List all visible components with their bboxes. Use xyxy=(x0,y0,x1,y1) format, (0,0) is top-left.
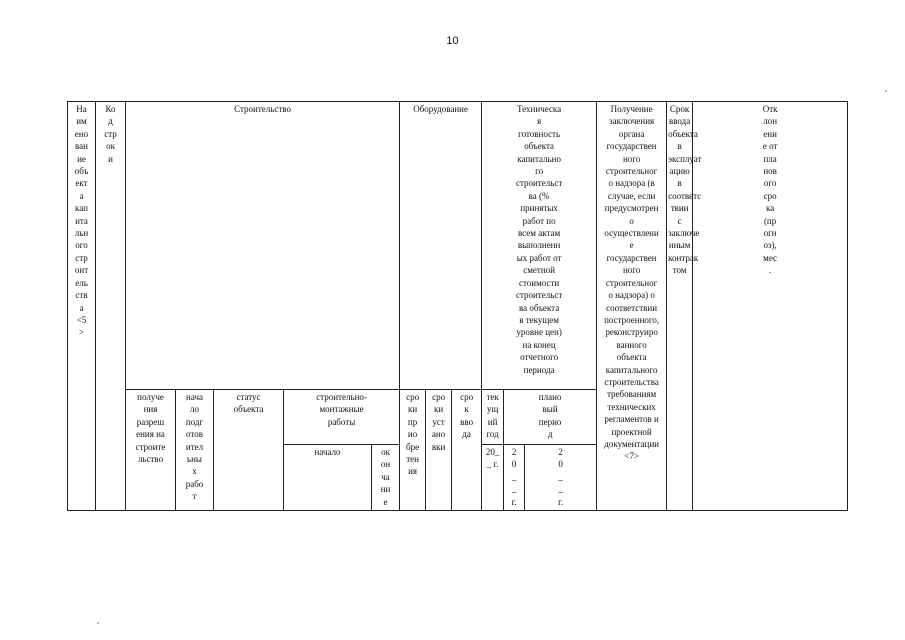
subcol-start: начало xyxy=(284,445,372,511)
subcol-permit: получе ния разреш ения на строите льство xyxy=(126,390,176,511)
subcol-mounting-terms: сро ки уст ано вки xyxy=(426,390,452,511)
col-supervision-conclusion: Получение заключения органа государствен ного строительног о надзора (в случае, если предусмотрен о осуществлени е государствен ного строительног о надзора) о соответствии построенного, реконструиро ванного объекта капитального строительства требованиям технических регламентов и проектной документации <7> xyxy=(597,102,667,511)
col-row-code: Ко д стр ок и xyxy=(96,102,126,511)
col-commissioning-term: Срок ввода объекта в эксплуат ацию в соответс твии с заключе нным контрак том xyxy=(667,102,693,511)
subcol-object-status: статус объекта xyxy=(214,390,284,511)
construction-report-table xyxy=(67,101,848,511)
subcol-planned-period: плано вый перио д xyxy=(504,390,597,445)
subcol-installation-works: строительно- монтажные работы xyxy=(284,390,400,445)
planned-year-1: 2 0 _ _ г. xyxy=(504,445,525,511)
planned-year-2: 2 0 _ _ г. xyxy=(525,445,597,511)
subcol-input-term: сро к вво да xyxy=(452,390,482,511)
page-number: 10 xyxy=(446,35,459,47)
subcol-acquisition-terms: сро ки пр ио бре тен ия xyxy=(400,390,426,511)
col-equipment: Оборудование xyxy=(400,102,482,390)
subcol-end: ок он ча ни е xyxy=(372,445,400,511)
subcol-preparatory-start: нача ло подг отов ител ьны х рабо т xyxy=(176,390,214,511)
scan-speck xyxy=(97,622,99,624)
scan-speck xyxy=(885,90,887,92)
col-object-name: На им ено ван ие объ ект а кап ита льн ого стр оит ель ств а <5 > xyxy=(68,102,96,511)
subcol-current-year: тек ущ ий год xyxy=(482,390,504,445)
col-technical-readiness: Техническа я готовность объекта капитально го строительст ва (% принятых работ по всем актам выполненн ых работ от сметной стоимости строительст ва объекта в текущем уровне цен) на конец отчетного периода xyxy=(482,102,597,390)
col-construction: Строительство xyxy=(126,102,400,390)
col-deviation: Отк лон ени е от пла нов ого сро ка (пр огн оз), мес . xyxy=(693,102,848,511)
current-year-value: 20_ _ г. xyxy=(482,445,504,511)
